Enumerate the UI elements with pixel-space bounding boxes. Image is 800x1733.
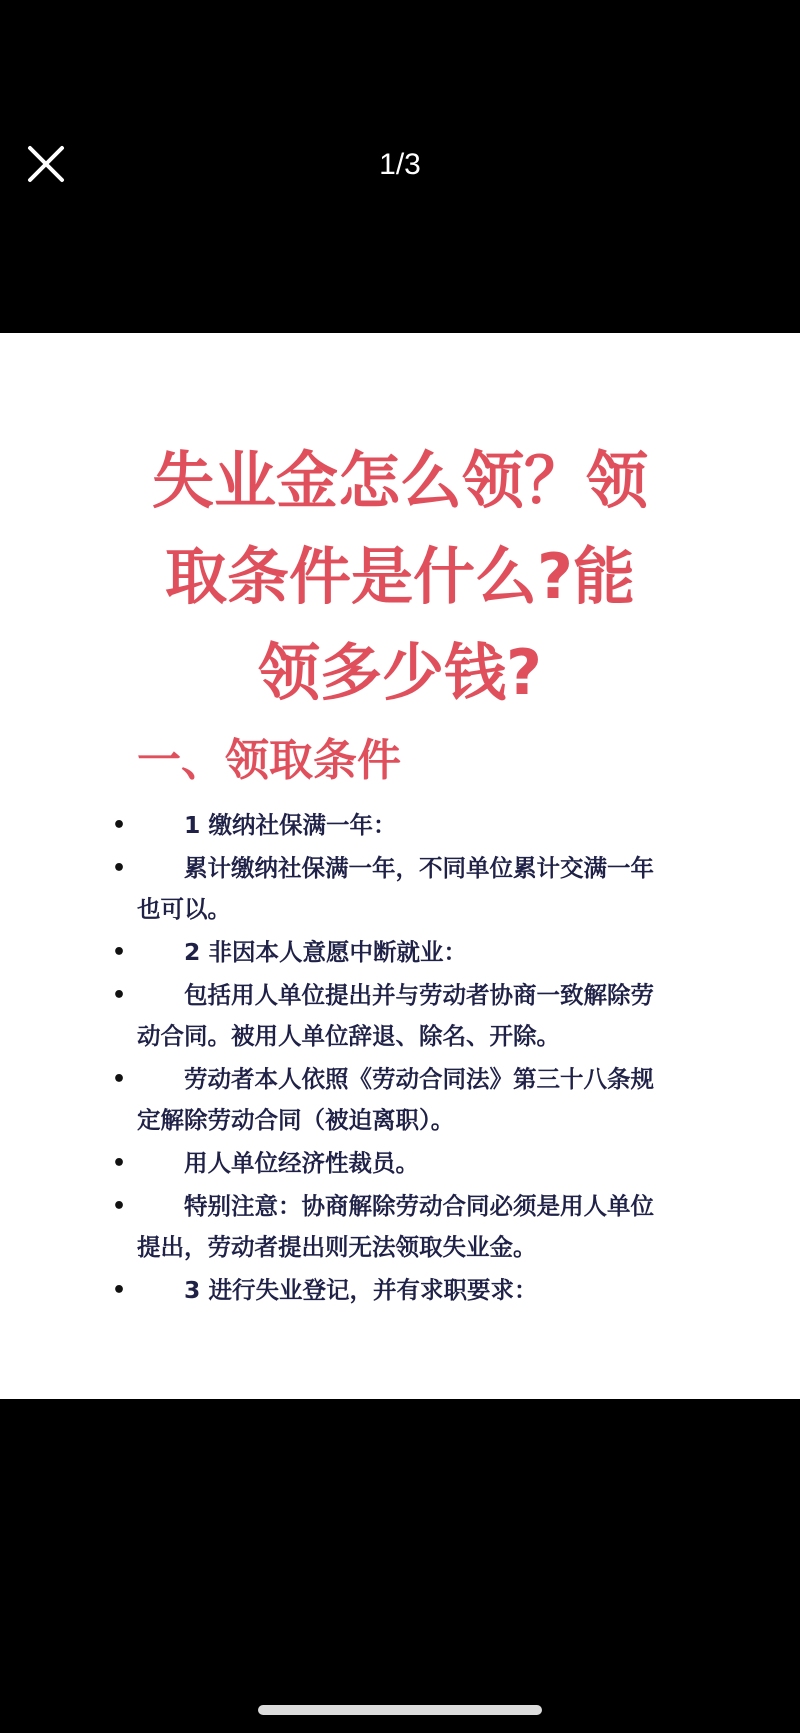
viewer-bottom-bar — [0, 1399, 800, 1733]
list-item-text: 3 进行失业登记，并有求职要求： — [184, 1276, 538, 1304]
list-item — [0, 1270, 800, 1311]
bullet: • — [112, 1278, 127, 1303]
list-item — [0, 1186, 800, 1268]
list-item — [0, 848, 800, 930]
list-item-text: 劳动者本人依照《劳动合同法》第三十八条规定解除劳动合同（被迫离职）。 — [137, 1065, 654, 1134]
bullet: • — [112, 1151, 127, 1176]
bullet: • — [112, 813, 127, 838]
list-item — [0, 805, 800, 846]
list-item-text: 1 缴纳社保满一年： — [184, 811, 397, 839]
list-item-text: 特别注意：协商解除劳动合同必须是用人单位提出，劳动者提出则无法领取失业金。 — [137, 1192, 654, 1261]
document-title — [0, 433, 800, 721]
home-indicator[interactable] — [258, 1705, 542, 1715]
bullet: • — [112, 1067, 127, 1092]
list-item-text: 2 非因本人意愿中断就业： — [184, 938, 468, 966]
title-line: 领多少钱? — [258, 636, 542, 709]
list-item-text: 用人单位经济性裁员。 — [184, 1149, 419, 1177]
bullet: • — [112, 983, 127, 1008]
document-page[interactable] — [0, 333, 800, 1399]
section-heading: 一、领取条件 — [137, 735, 401, 786]
list-item — [0, 1143, 800, 1184]
title-line: 取条件是什么?能 — [165, 540, 635, 613]
list-item — [0, 975, 800, 1057]
list-item-text: 包括用人单位提出并与劳动者协商一致解除劳动合同。被用人单位辞退、除名、开除。 — [137, 981, 654, 1050]
list-item-text: 累计缴纳社保满一年，不同单位累计交满一年也可以。 — [137, 854, 654, 923]
bullet: • — [112, 1194, 127, 1219]
bullet: • — [112, 856, 127, 881]
title-line: 失业金怎么领？领 — [151, 444, 648, 517]
page-counter: 1/3 — [379, 148, 421, 181]
conditions-list — [0, 805, 800, 1313]
viewer-top-bar — [0, 0, 800, 333]
list-item — [0, 1059, 800, 1141]
bullet: • — [112, 940, 127, 965]
list-item — [0, 932, 800, 973]
